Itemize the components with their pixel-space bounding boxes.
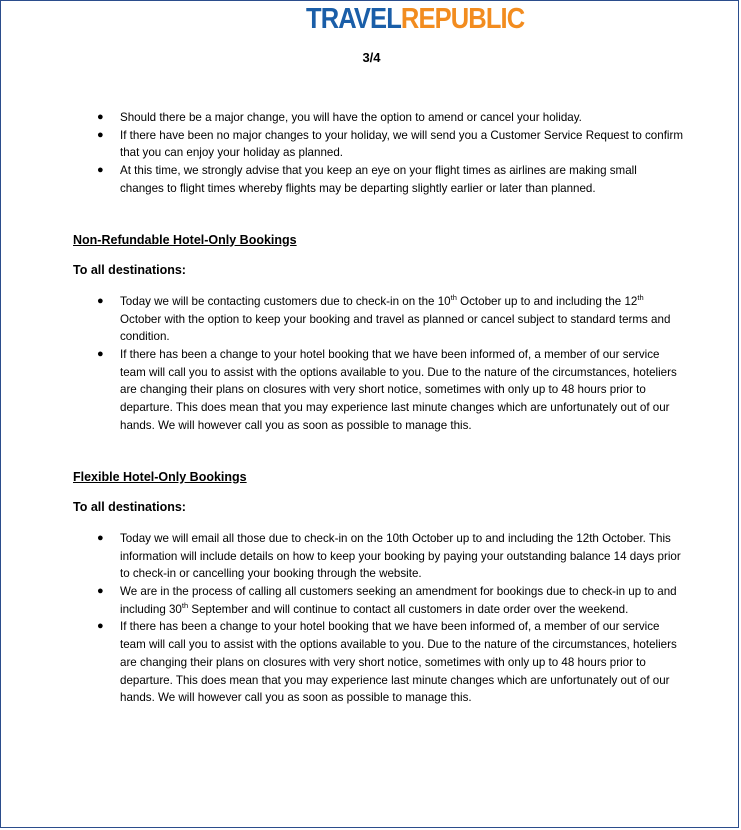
bullet-icon: ● (97, 164, 104, 177)
list-item (73, 162, 683, 197)
bullet-icon: ● (97, 111, 104, 123)
list-item (73, 530, 683, 583)
bullet-icon: ● (97, 585, 104, 598)
bullet-text: If there has been a change to your hotel booking that we have been informed of, a member of our service team will call you to assist with the options available to you. Due to the nature of the circumstances, hoteliers are changing their plans on closures with very short notice, sometimes with only up to 48 hours prior to departure. This does mean that you may experience last minute changes which are unfortunately out of our hands. We will however call you as soon as possible to manage this. (120, 348, 677, 432)
superscript: th (181, 600, 189, 610)
bullet-text: If there has been a change to your hotel booking that we have been informed of, a member of our service team will call you to assist with the options available to you. Due to the nature of the circumstances, hoteliers are changing their plans on closures with very short notice, sometimes with only up to 48 hours prior to departure. This does mean that you may experience last minute changes which are unfortunately out of our hands. We will however call you as soon as possible to manage this. (120, 620, 677, 705)
page-number: 3/4 (362, 50, 381, 65)
superscript: th (450, 293, 457, 303)
travel-republic-logo (306, 3, 524, 35)
flexible-bullet-list (73, 530, 683, 707)
document-body (73, 109, 683, 707)
section-title-non-refundable: Non-Refundable Hotel-Only Bookings (73, 232, 297, 247)
bullet-text: If there have been no major changes to your holiday, we will send you a Customer Service Request to confirm that you can enjoy your holiday as planned. (120, 128, 684, 160)
bullet-icon: ● (97, 294, 104, 307)
superscript: th (637, 293, 644, 303)
bullet-text-part: We are in the process of calling all customers seeking an amendment for bookings due to check-in up to and including 30 (120, 585, 677, 616)
list-item (73, 127, 683, 162)
logo-travel: TRAVEL (306, 3, 401, 35)
logo-republic: REPUBLIC (400, 3, 525, 35)
bullet-icon: ● (97, 620, 104, 633)
list-item (73, 109, 683, 127)
non-refundable-bullet-list (73, 293, 683, 435)
section-subtitle: To all destinations: (73, 500, 186, 515)
bullet-icon: ● (97, 128, 104, 141)
list-item (73, 583, 683, 618)
section-title-flexible: Flexible Hotel-Only Bookings (73, 469, 247, 484)
bullet-text-part: Today we will be contacting customers due to check-in on the 10 (120, 294, 451, 308)
bullet-icon: ● (97, 348, 104, 361)
list-item (73, 346, 683, 435)
bullet-icon: ● (97, 531, 104, 544)
intro-bullet-list (73, 109, 683, 198)
bullet-text: Today we will email all those due to check-in on the 10th October up to and including the 12th October. This information will include details on how to keep your booking by paying your outstanding balance 14 days prior to check-in or cancelling your booking through the website. (120, 531, 681, 581)
bullet-text: At this time, we strongly advise that you keep an eye on your flight times as airlines are making small changes to flight times whereby flights may be departing slightly earlier or later than planned. (120, 164, 637, 195)
bullet-text: Should there be a major change, you will have the option to amend or cancel your holiday. (120, 111, 582, 124)
section-subtitle: To all destinations: (73, 263, 186, 278)
bullet-text-part: October up to and including the 12 (456, 294, 638, 308)
bullet-text-part: October with the option to keep your booking and travel as planned or cancel subject to standard terms and condition. (120, 312, 671, 344)
list-item (73, 293, 683, 346)
list-item (73, 618, 683, 707)
bullet-text-part: September and will continue to contact all customers in date order over the weekend. (188, 602, 629, 616)
